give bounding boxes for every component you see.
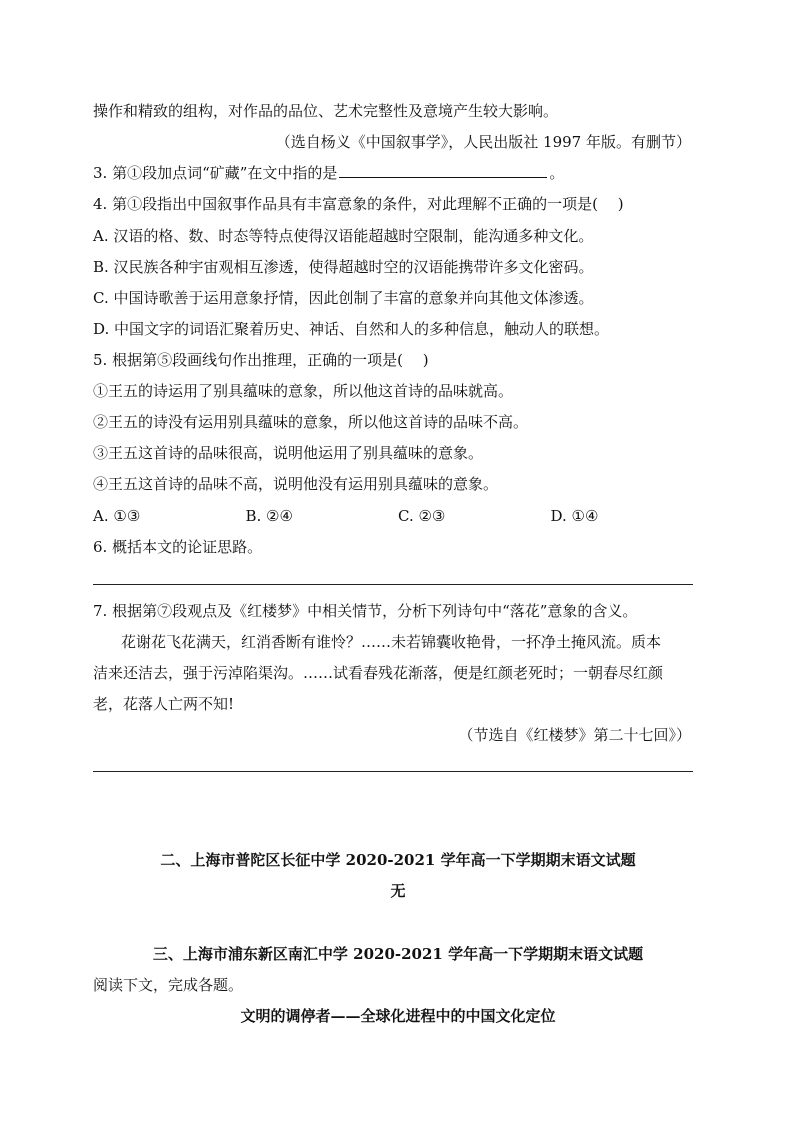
option-d: D. 中国文字的词语汇聚着历史、神话、自然和人的多种信息，触动人的联想。 [93, 320, 610, 338]
text-line: 操作和精致的组构，对作品的品位、艺术完整性及意境产生较大影响。 [93, 102, 559, 120]
option-c: C. 中国诗歌善于运用意象抒情，因此创制了丰富的意象并向其他文体渗透。 [93, 289, 594, 307]
question-3-text: 3. 第①段加点词“矿藏”在文中指的是 [93, 164, 338, 182]
option-a: A. 汉语的格、数、时态等特点使得汉语能超越时空限制，能沟通多种文化。 [93, 227, 594, 245]
statement-4: ④王五这首诗的品味不高，说明他没有运用别具蕴味的意象。 [93, 475, 499, 493]
statement-1: ①王五的诗运用了别具蕴味的意象，所以他这首诗的品味就高。 [93, 382, 514, 400]
answer-blank[interactable] [339, 163, 547, 178]
question-5-options [93, 506, 703, 526]
poem-line: 洁来还洁去，强于污淖陷渠沟。……试看春残花渐落，便是红颜老死时；一朝春尽红颜 [93, 664, 664, 682]
question-4: 4. 第①段指出中国叙事作品具有丰富意象的条件，对此理解不正确的一项是( ) [93, 195, 624, 213]
answer-line[interactable] [93, 584, 693, 585]
choice-a: A. ①③ [93, 507, 141, 525]
choice-b: B. ②④ [245, 507, 293, 525]
option-b: B. 汉民族各种宇宙观相互渗透，使得超越时空的汉语能携带许多文化密码。 [93, 258, 594, 276]
choice-d: D. ①④ [550, 507, 599, 525]
question-5: 5. 根据第⑤段画线句作出推理，正确的一项是( ) [93, 351, 429, 369]
essay-title: 文明的调停者——全球化进程中的中国文化定位 [240, 1007, 556, 1025]
section-3-intro: 阅读下文，完成各题。 [93, 976, 244, 994]
source-citation: （选自杨义《中国叙事学》，人民出版社 1997 年版。有删节） [275, 133, 691, 151]
choice-c: C. ②③ [398, 507, 446, 525]
question-7: 7. 根据第⑦段观点及《红楼梦》中相关情节，分析下列诗句中“落花”意象的含义。 [93, 602, 638, 620]
section-2-body: 无 [390, 882, 406, 900]
section-2-title: 二、上海市普陀区长征中学 2020-2021 学年高一下学期期末语文试题 [160, 851, 636, 869]
question-3-end: 。 [549, 164, 565, 182]
poem-source: （节选自《红楼梦》第二十七回》） [458, 726, 691, 744]
statement-2: ②王五的诗没有运用别具蕴味的意象，所以他这首诗的品味不高。 [93, 413, 529, 431]
answer-line[interactable] [93, 771, 693, 772]
question-6: 6. 概括本文的论证思路。 [93, 538, 263, 556]
section-3-title: 三、上海市浦东新区南汇中学 2020-2021 学年高一下学期期末语文试题 [152, 945, 644, 963]
poem-line: 老，花落人亡两不知! [93, 695, 235, 713]
poem-line: 花谢花飞花满天，红消香断有谁怜？……未若锦囊收艳骨，一抔净土掩风流。质本 [121, 633, 662, 651]
statement-3: ③王五这首诗的品味很高，说明他运用了别具蕴味的意象。 [93, 444, 484, 462]
question-3 [93, 163, 703, 183]
